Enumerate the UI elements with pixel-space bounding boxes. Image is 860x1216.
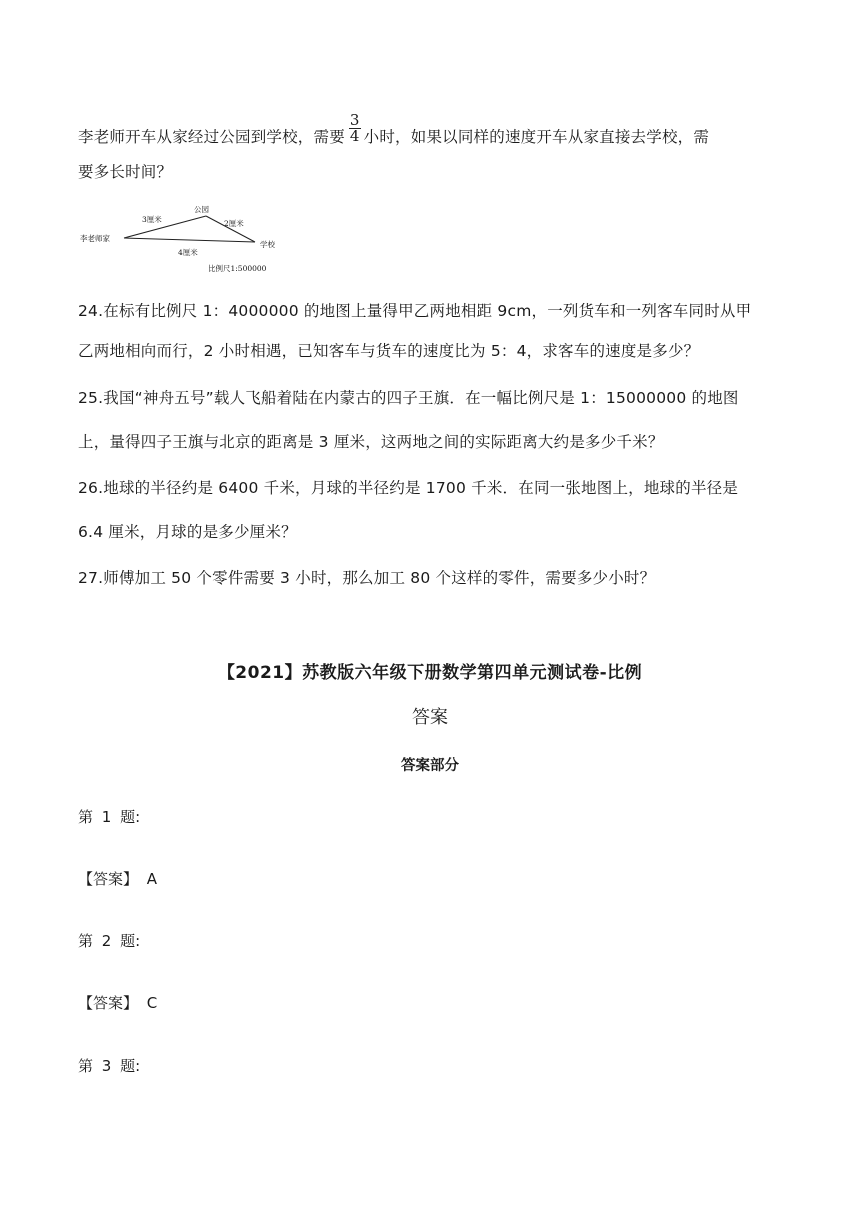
q24-line2: 乙两地相向而行，2 小时相遇，已知客车与货车的速度比为 5：4，求客车的速度是多少？ (78, 342, 700, 360)
answer-1-label: 第 1 题: (78, 808, 141, 826)
answer-2-value: 【答案】 C (78, 994, 158, 1012)
answers-title: 【2021】苏教版六年级下册数学第四单元测试卷-比例 (217, 663, 643, 683)
answer-2-label: 第 2 题: (78, 932, 141, 950)
q26-line2: 6.4 厘米，月球的是多少厘米？ (78, 523, 297, 541)
q27-line1: 27.师傅加工 50 个零件需要 3 小时，那么加工 80 个这样的零件，需要多少小时？ (78, 569, 656, 587)
answer-3-label: 第 3 题: (78, 1057, 141, 1075)
segment-home-park (124, 216, 206, 238)
fraction-denominator: 4 (349, 127, 360, 145)
label-seg-park-school: 2厘米 (224, 219, 244, 228)
label-school: 学校 (260, 240, 275, 249)
problem-intro-text-before: 李老师开车从家经过公园到学校，需要 (78, 128, 345, 146)
problem-intro-text-after: 小时，如果以同样的速度开车从家直接去学校，需 (363, 128, 710, 146)
route-diagram (80, 200, 290, 280)
fraction-three-quarters (349, 113, 361, 144)
label-seg-home-school: 4厘米 (178, 248, 198, 257)
answers-subtitle: 答案 (412, 707, 448, 728)
answer-1-value: 【答案】 A (78, 870, 158, 888)
answers-section-label: 答案部分 (401, 758, 459, 774)
problem-intro-line2: 要多长时间？ (78, 163, 173, 181)
q25-line2: 上，量得四子王旗与北京的距离是 3 厘米，这两地之间的实际距离大约是多少千米？ (78, 433, 664, 451)
q24-line1: 24.在标有比例尺 1：4000000 的地图上量得甲乙两地相距 9cm，一列货车和一列客车同时从甲 (78, 302, 752, 320)
q25-line1: 25.我国“神舟五号”载人飞船着陆在内蒙古的四子王旗．在一幅比例尺是 1：15000000 的地图 (78, 389, 739, 407)
q26-line1: 26.地球的半径约是 6400 千米，月球的半径约是 1700 千米．在同一张地图上，地球的半径是 (78, 479, 739, 497)
problem-intro-line1 (78, 111, 710, 153)
segment-home-school (124, 238, 255, 242)
label-park: 公园 (194, 205, 209, 214)
label-home: 李老师家 (80, 234, 110, 243)
fraction-numerator: 3 (349, 111, 360, 129)
label-scale: 比例尺1:500000 (208, 264, 267, 273)
label-seg-home-park: 3厘米 (142, 215, 162, 224)
